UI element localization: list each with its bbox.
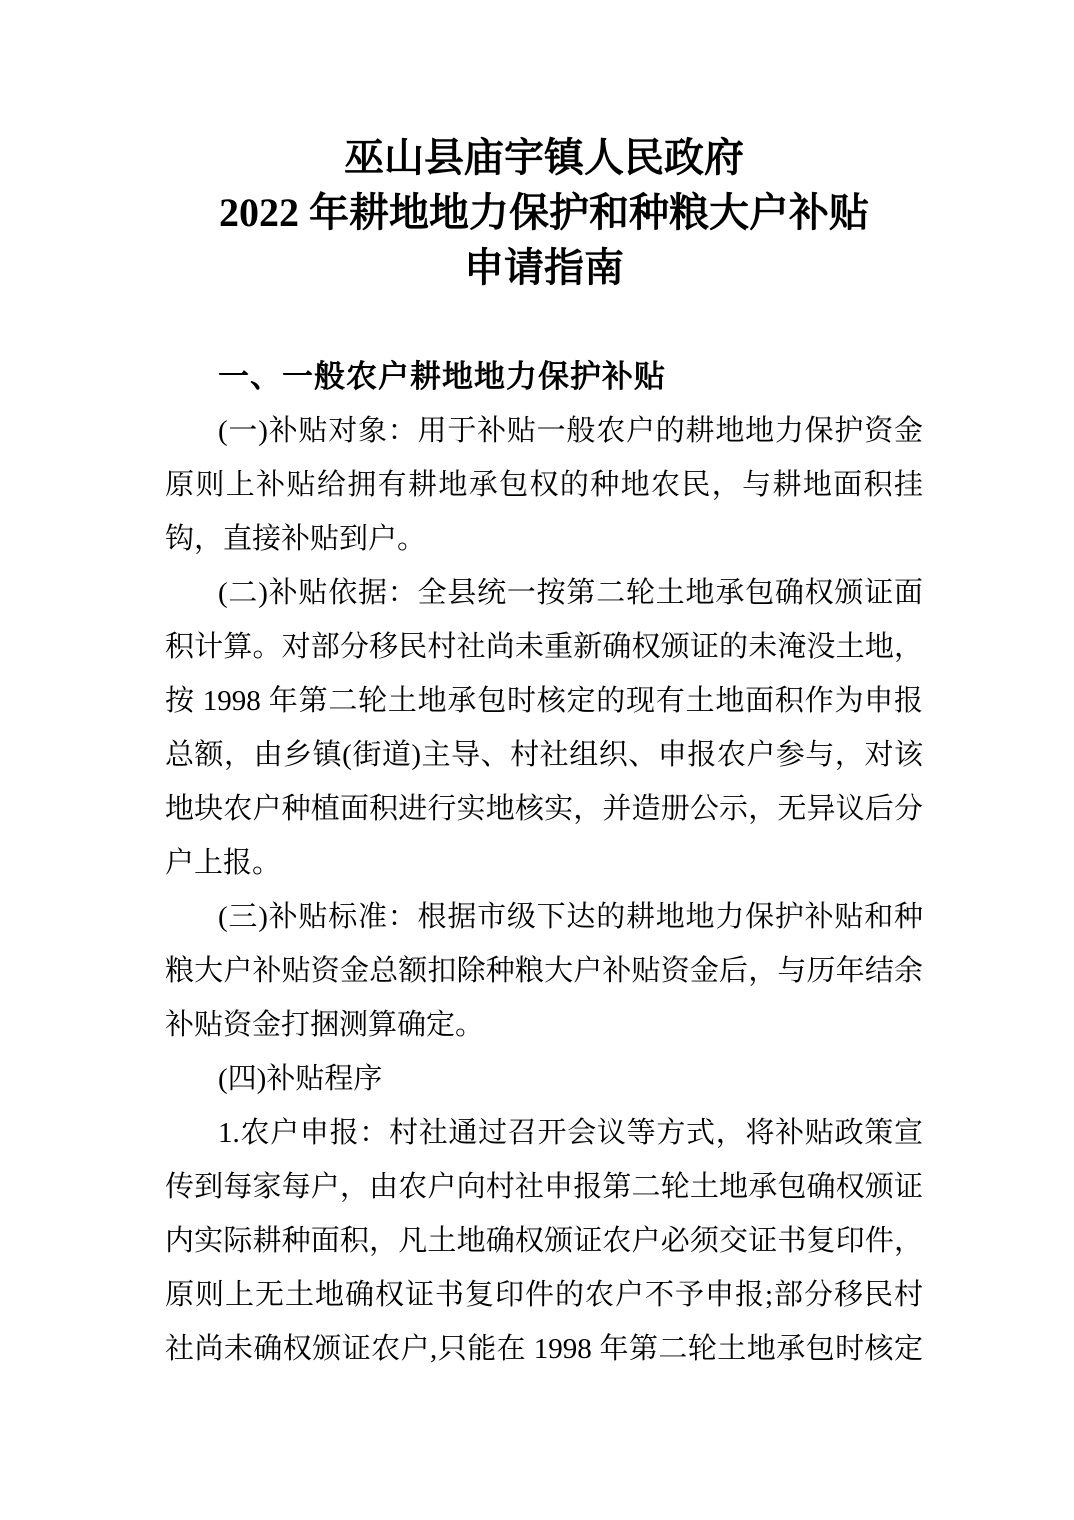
document-body	[165, 130, 923, 1376]
section-heading: 一、一般农户耕地地力保护补贴	[218, 359, 666, 394]
text-line: 户上报。	[165, 847, 282, 879]
text-line: 补贴资金打捆测算确定。	[165, 1009, 485, 1041]
paragraph-farmer-declaration	[165, 1106, 923, 1376]
text-line: 地块农户种植面积进行实地核实，并造册公示，无异议后分	[165, 793, 923, 825]
text-line: 钩，直接补贴到户。	[165, 523, 427, 555]
text-line: 原则上无土地确权证书复印件的农户不予申报;部分移民村	[165, 1279, 923, 1311]
paragraph-subsidy-target	[165, 404, 923, 566]
text-line: 总额，由乡镇(街道)主导、村社组织、申报农户参与，对该	[165, 739, 923, 771]
text-line: 粮大户补贴资金总额扣除种粮大户补贴资金后，与历年结余	[165, 955, 923, 987]
title-line-1: 巫山县庙宇镇人民政府	[344, 135, 744, 180]
text-line: 按 1998 年第二轮土地承包时核定的现有土地面积作为申报	[165, 685, 923, 717]
text-line: (一)补贴对象：用于补贴一般农户的耕地地力保护资金	[218, 415, 923, 447]
text-line: (三)补贴标准：根据市级下达的耕地地力保护补贴和种	[218, 901, 923, 933]
text-line: 社尚未确权颁证农户,只能在 1998 年第二轮土地承包时核定	[165, 1333, 923, 1365]
document-title	[165, 130, 923, 295]
title-line-3: 申请指南	[464, 245, 624, 290]
text-line: 原则上补贴给拥有耕地承包权的种地农民，与耕地面积挂	[165, 469, 923, 501]
body-paragraphs	[165, 404, 923, 1376]
paragraph-subsidy-basis	[165, 566, 923, 890]
text-line: 积计算。对部分移民村社尚未重新确权颁证的未淹没土地，	[165, 631, 923, 663]
text-line: 传到每家每户，由农户向村社申报第二轮土地承包确权颁证	[165, 1171, 923, 1203]
text-line: 1.农户申报：村社通过召开会议等方式，将补贴政策宣	[218, 1117, 923, 1149]
text-line: 内实际耕种面积，凡土地确权颁证农户必须交证书复印件，	[165, 1225, 923, 1257]
paragraph-subsidy-standard	[165, 890, 923, 1052]
title-line-2: 2022 年耕地地力保护和种粮大户补贴	[219, 190, 869, 235]
text-line: (四)补贴程序	[218, 1063, 383, 1095]
text-line: (二)补贴依据：全县统一按第二轮土地承包确权颁证面	[218, 577, 923, 609]
paragraph-subsidy-procedure	[165, 1052, 923, 1106]
